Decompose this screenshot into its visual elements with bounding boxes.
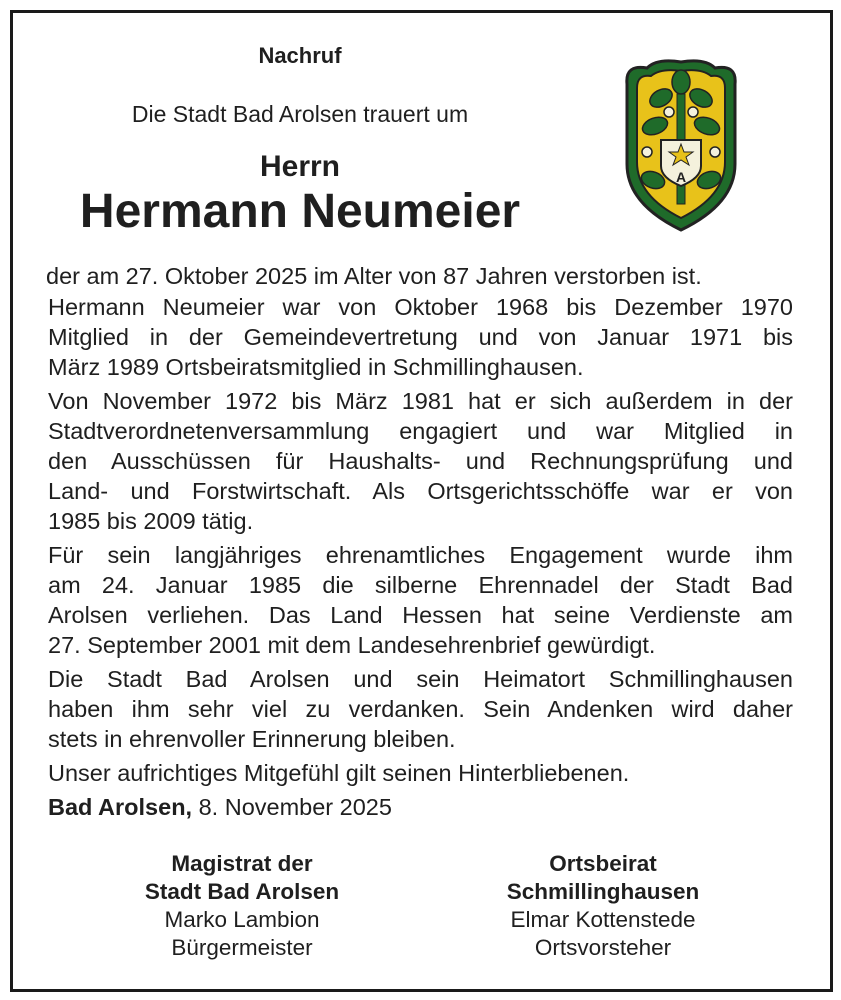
dateline [48, 794, 392, 821]
signature-left-role: Bürgermeister [171, 935, 313, 960]
signature-right-role: Ortsvorsteher [534, 935, 672, 960]
dateline-place: Bad Arolsen, [48, 794, 193, 820]
signature-left-org-line1: Magistrat der [171, 851, 313, 876]
body-line: Hermann Neumeier war von Oktober 1968 bis Dezember 1970 [48, 294, 793, 320]
salutation: Herrn [259, 150, 341, 183]
notice-title: Nachruf [258, 43, 342, 68]
signature-right [453, 850, 753, 962]
body-line: Für sein langjähriges ehrenamtliches Engagement wurde ihm [48, 542, 793, 568]
body-line: Von November 1972 bis März 1981 hat er sich außerdem in der [48, 388, 793, 414]
signature-right-org-line2: Schmillinghausen [506, 879, 700, 904]
body-line: Land- und Forstwirtschaft. Als Ortsgerichtsschöffe war er von [48, 478, 793, 504]
signature-right-person: Elmar Kottenstede [510, 907, 696, 932]
dateline-date: 8. November 2025 [198, 794, 392, 820]
body-line: Mitglied in der Gemeindevertretung und von Januar 1971 bis [48, 324, 793, 350]
signature-left [92, 850, 392, 962]
intro-text: Die Stadt Bad Arolsen trauert um [131, 101, 469, 127]
signature-left-person: Marko Lambion [164, 907, 320, 932]
body-line: den Ausschüssen für Haushalts- und Rechnungsprüfung und [48, 448, 793, 474]
signature-right-org-line1: Ortsbeirat [549, 851, 657, 876]
coat-of-arms-icon [617, 54, 745, 234]
body-line: stets in ehrenvoller Erinnerung bleiben. [48, 726, 456, 752]
body-line: haben ihm sehr viel zu verdanken. Sein Andenken wird daher [48, 696, 793, 722]
body-line: 27. September 2001 mit dem Landesehrenbrief gewürdigt. [48, 632, 656, 658]
body-line: 1985 bis 2009 tätig. [48, 508, 254, 534]
body-line: am 24. Januar 1985 die silberne Ehrennadel der Stadt Bad [48, 572, 793, 598]
body-line: Unser aufrichtiges Mitgefühl gilt seinen Hinterbliebenen. [48, 760, 630, 786]
signature-left-org-line2: Stadt Bad Arolsen [144, 879, 340, 904]
body-line: Stadtverordnetenversammlung engagiert und war Mitglied in [48, 418, 793, 444]
deceased-name: Hermann Neumeier [79, 185, 521, 238]
body-line: Die Stadt Bad Arolsen und sein Heimatort Schmillinghausen [48, 666, 793, 692]
svg-text:A: A [675, 169, 687, 185]
body-line: der am 27. Oktober 2025 im Alter von 87 Jahren verstorben ist. [46, 263, 702, 289]
body-line: Arolsen verliehen. Das Land Hessen hat seine Verdienste am [48, 602, 793, 628]
body-line: März 1989 Ortsbeiratsmitglied in Schmillinghausen. [48, 354, 584, 380]
